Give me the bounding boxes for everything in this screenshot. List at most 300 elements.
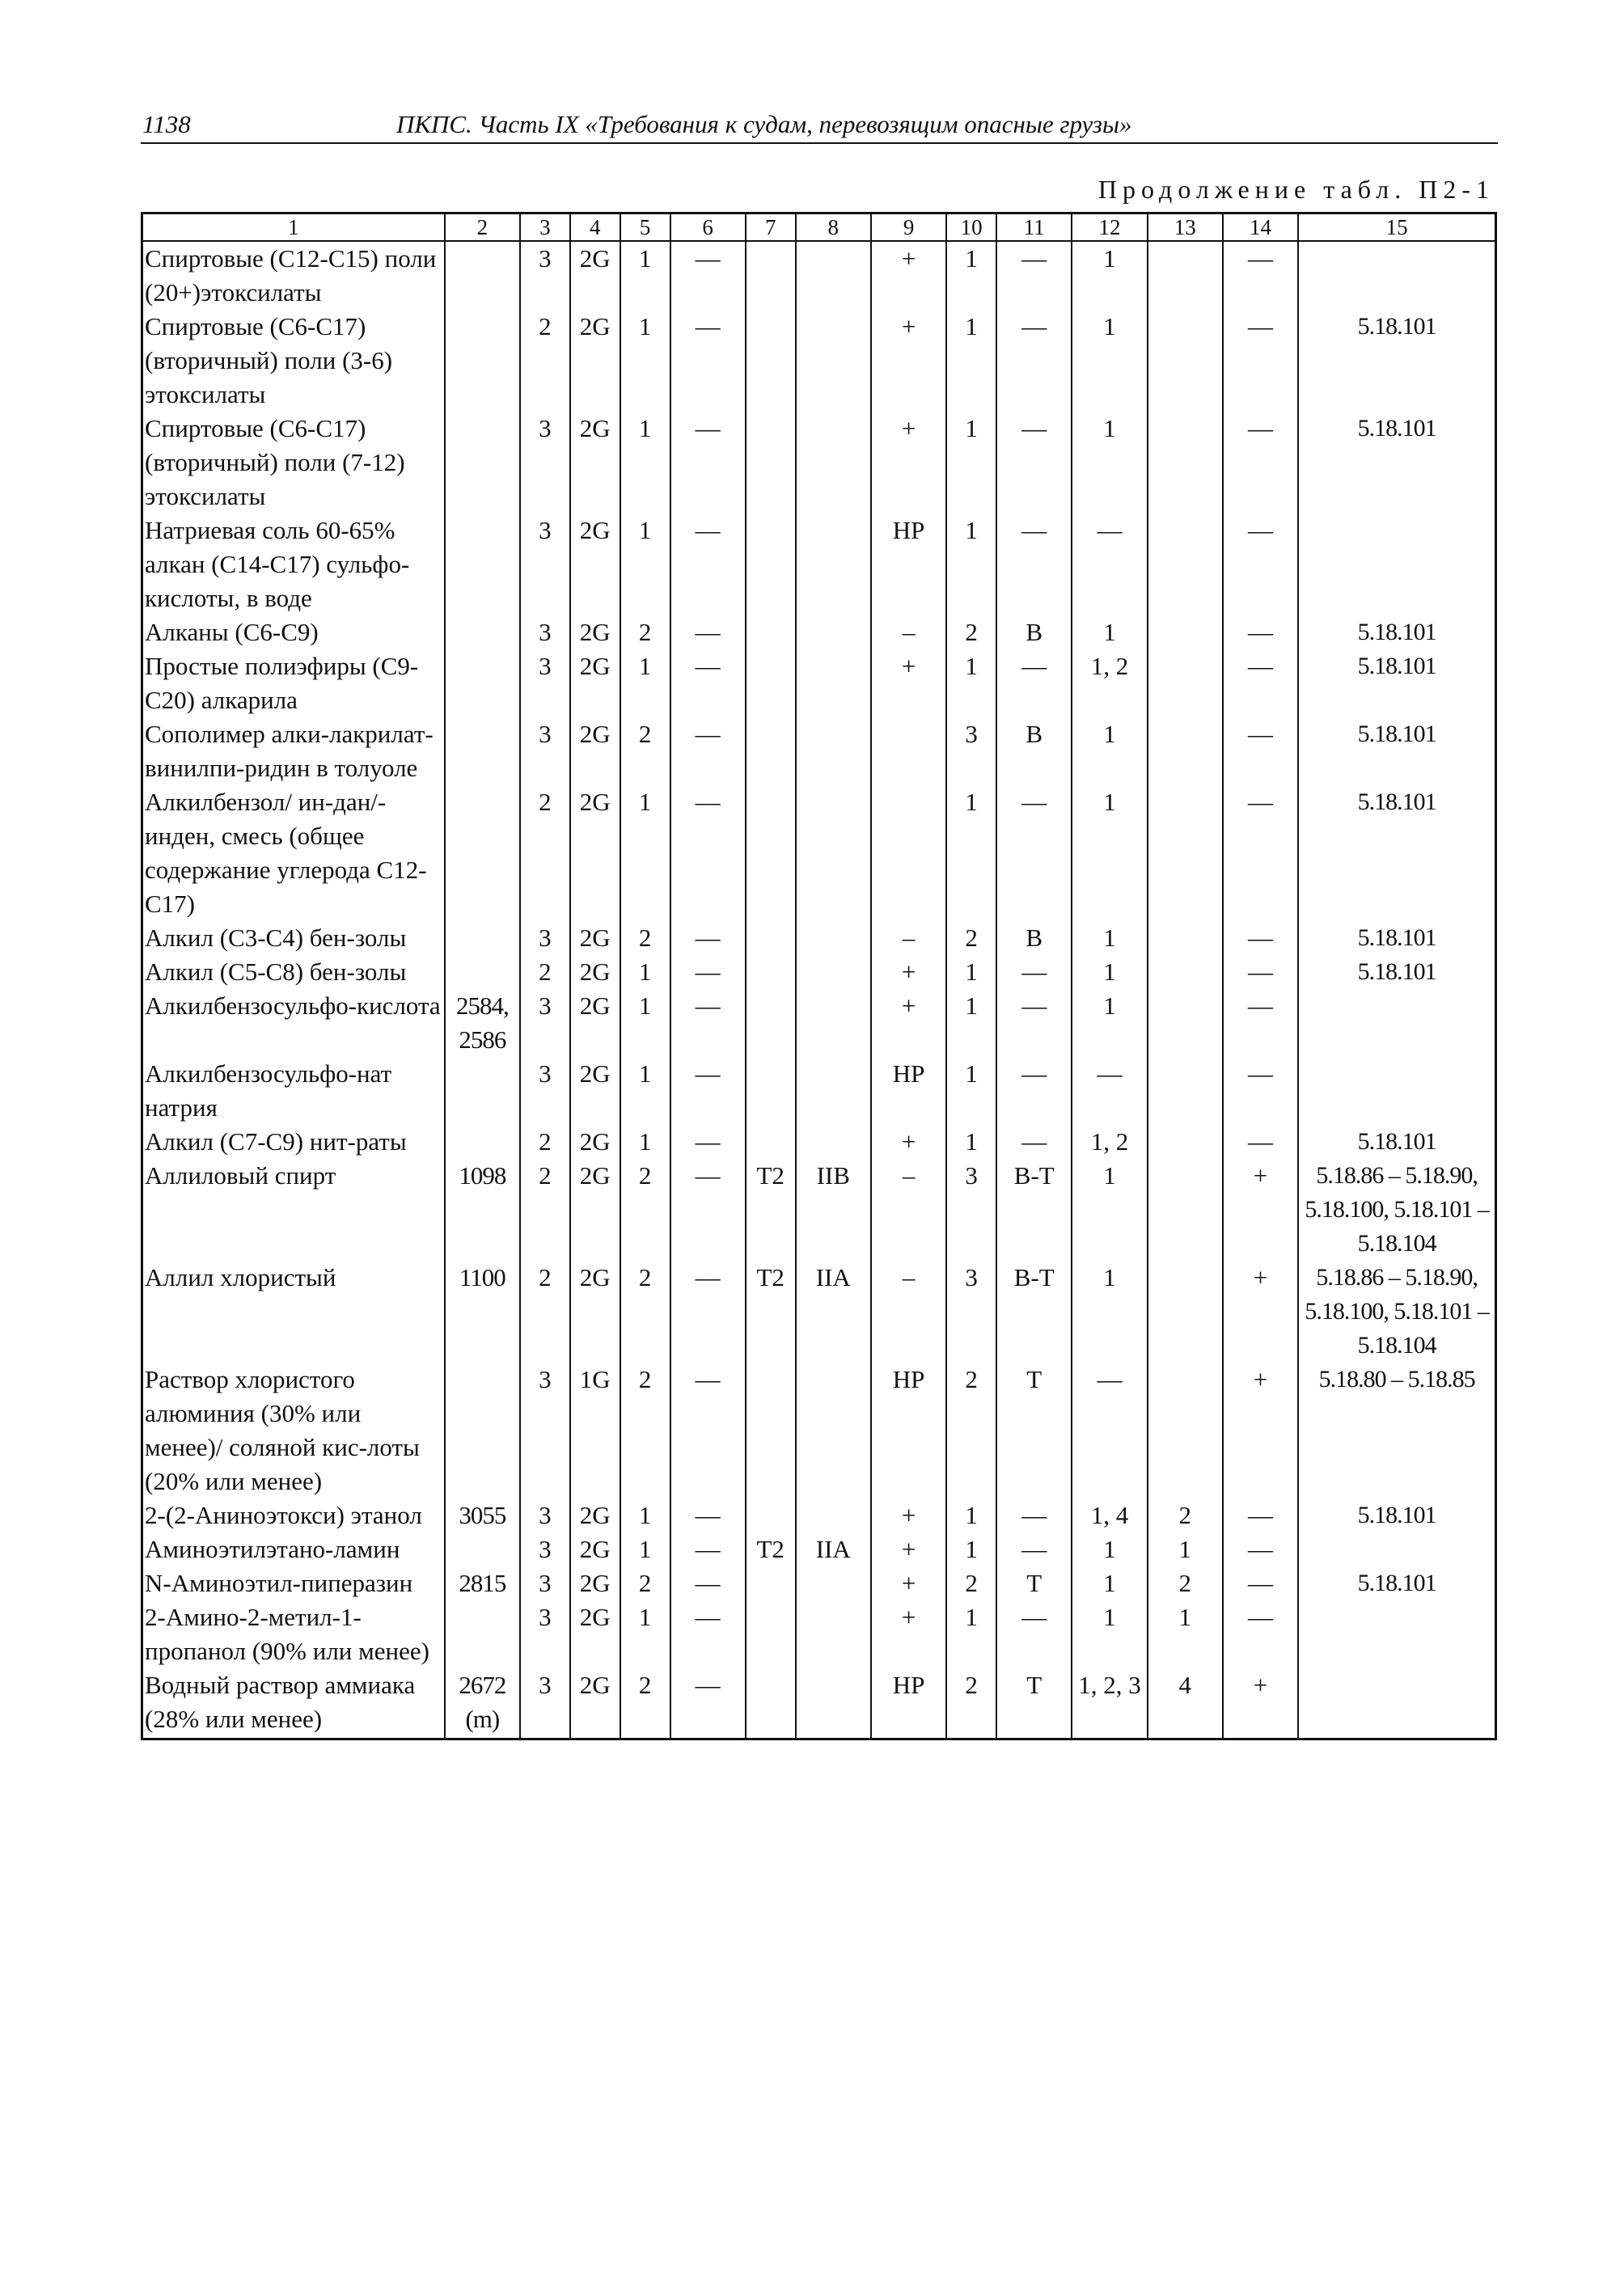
table-row (142, 1566, 1496, 1600)
table-cell-col4: 2G (570, 955, 620, 989)
table-cell-col13 (1148, 785, 1223, 921)
table-cell-col11: — (996, 310, 1072, 412)
table-cell-col2: 2815 (445, 1566, 520, 1600)
table-cell-col9: НР (871, 1668, 946, 1739)
table-row (142, 241, 1496, 310)
table-cell-col8 (796, 1668, 871, 1739)
table-cell-col13 (1148, 955, 1223, 989)
table-cell-col3: 3 (520, 1363, 570, 1498)
column-number-header: 13 (1148, 213, 1223, 242)
table-cell-col5: 1 (620, 785, 670, 921)
table-cell-col4: 2G (570, 310, 620, 412)
table-cell-col10: 2 (946, 615, 996, 649)
table-cell-col10: 1 (946, 1125, 996, 1159)
table-cell-col10: 1 (946, 955, 996, 989)
table-cell-col14: — (1223, 1566, 1298, 1600)
table-cell-col12: 1, 4 (1072, 1498, 1147, 1532)
table-cell-col11: — (996, 241, 1072, 310)
cargo-name-cell: Алкил (C3-C4) бен-золы (142, 921, 445, 955)
table-cell-col7: T2 (746, 1159, 796, 1261)
table-cell-col10: 1 (946, 1057, 996, 1125)
table-cell-col6: — (670, 1532, 746, 1566)
table-cell-col10: 1 (946, 785, 996, 921)
table-cell-col4: 2G (570, 785, 620, 921)
table-cell-col9: + (871, 241, 946, 310)
table-cell-col13: 2 (1148, 1566, 1223, 1600)
table-cell-col13 (1148, 412, 1223, 514)
table-row (142, 955, 1496, 989)
table-cell-col6: — (670, 989, 746, 1057)
column-number-header: 1 (142, 213, 445, 242)
table-cell-col10: 1 (946, 241, 996, 310)
table-cell-col7 (746, 649, 796, 717)
table-cell-col7 (746, 1363, 796, 1498)
table-cell-col14: — (1223, 1125, 1298, 1159)
table-cell-col6: — (670, 310, 746, 412)
table-cell-col3: 2 (520, 1159, 570, 1261)
table-row (142, 412, 1496, 514)
table-cell-col5: 1 (620, 1498, 670, 1532)
special-requirements-cell (1298, 514, 1495, 615)
table-cell-col2 (445, 785, 520, 921)
table-cell-col5: 1 (620, 241, 670, 310)
table-row (142, 989, 1496, 1057)
table-cell-col12: 1, 2 (1072, 1125, 1147, 1159)
table-cell-col5: 1 (620, 412, 670, 514)
cargo-name-cell: N-Аминоэтил-пиперазин (142, 1566, 445, 1600)
table-cell-col12: 1 (1072, 1600, 1147, 1668)
table-cell-col5: 2 (620, 1566, 670, 1600)
table-cell-col9: – (871, 1159, 946, 1261)
table-cell-col5: 1 (620, 955, 670, 989)
table-cell-col2: 1098 (445, 1159, 520, 1261)
table-cell-col3: 2 (520, 1261, 570, 1363)
table-cell-col7 (746, 241, 796, 310)
table-cell-col9: + (871, 310, 946, 412)
cargo-requirements-table (141, 212, 1497, 1740)
table-row (142, 1057, 1496, 1125)
table-cell-col7: T2 (746, 1261, 796, 1363)
table-cell-col4: 2G (570, 989, 620, 1057)
table-cell-col9: + (871, 1125, 946, 1159)
table-cell-col5: 2 (620, 1159, 670, 1261)
table-cell-col5: 2 (620, 615, 670, 649)
column-number-header: 8 (796, 213, 871, 242)
table-cell-col9: НР (871, 1057, 946, 1125)
table-cell-col14: + (1223, 1261, 1298, 1363)
column-number-header: 3 (520, 213, 570, 242)
cargo-name-cell: Натриевая соль 60-65% алкан (C14-C17) сульфо-кислоты, в воде (142, 514, 445, 615)
table-cell-col14: — (1223, 241, 1298, 310)
special-requirements-cell: 5.18.101 (1298, 921, 1495, 955)
table-cell-col13 (1148, 514, 1223, 615)
column-number-header: 15 (1298, 213, 1495, 242)
table-cell-col6: — (670, 1057, 746, 1125)
table-cell-col13 (1148, 649, 1223, 717)
cargo-name-cell: Раствор хлористого алюминия (30% или менее)/ соляной кис-лоты (20% или менее) (142, 1363, 445, 1498)
table-cell-col8 (796, 241, 871, 310)
table-cell-col11: В (996, 921, 1072, 955)
table-cell-col13 (1148, 615, 1223, 649)
table-cell-col12: 1 (1072, 921, 1147, 955)
table-cell-col13: 2 (1148, 1498, 1223, 1532)
table-cell-col4: 2G (570, 1261, 620, 1363)
cargo-name-cell: Алкилбензосульфо-кислота (142, 989, 445, 1057)
table-cell-col10: 3 (946, 1261, 996, 1363)
table-cell-col4: 2G (570, 412, 620, 514)
table-cell-col14: — (1223, 785, 1298, 921)
table-cell-col5: 2 (620, 717, 670, 785)
table-cell-col11: В-Т (996, 1159, 1072, 1261)
table-cell-col9: НР (871, 514, 946, 615)
table-cell-col4: 2G (570, 649, 620, 717)
table-cell-col12: 1, 2, 3 (1072, 1668, 1147, 1739)
table-cell-col6: — (670, 717, 746, 785)
table-cell-col3: 3 (520, 514, 570, 615)
table-cell-col10: 2 (946, 1363, 996, 1498)
table-cell-col5: 2 (620, 1261, 670, 1363)
table-cell-col3: 3 (520, 649, 570, 717)
table-cell-col3: 2 (520, 785, 570, 921)
table-cell-col2 (445, 615, 520, 649)
table-cell-col10: 1 (946, 1532, 996, 1566)
table-cell-col8 (796, 1125, 871, 1159)
table-cell-col10: 1 (946, 989, 996, 1057)
special-requirements-cell: 5.18.86 – 5.18.90, 5.18.100, 5.18.101 – 5.18.104 (1298, 1159, 1495, 1261)
table-row (142, 717, 1496, 785)
table-cell-col10: 1 (946, 1498, 996, 1532)
table-cell-col3: 3 (520, 412, 570, 514)
column-number-header: 14 (1223, 213, 1298, 242)
table-cell-col9 (871, 717, 946, 785)
special-requirements-cell (1298, 1600, 1495, 1668)
table-cell-col8 (796, 955, 871, 989)
table-cell-col13 (1148, 921, 1223, 955)
table-cell-col7 (746, 1566, 796, 1600)
table-cell-col2 (445, 1125, 520, 1159)
table-cell-col5: 1 (620, 1532, 670, 1566)
special-requirements-cell (1298, 1532, 1495, 1566)
table-cell-col8 (796, 615, 871, 649)
table-row (142, 1498, 1496, 1532)
table-cell-col12: — (1072, 1363, 1147, 1498)
table-cell-col2 (445, 955, 520, 989)
table-cell-col6: — (670, 1159, 746, 1261)
table-cell-col2: 2672 (m) (445, 1668, 520, 1739)
special-requirements-cell (1298, 241, 1495, 310)
special-requirements-cell: 5.18.101 (1298, 785, 1495, 921)
table-cell-col14: — (1223, 649, 1298, 717)
table-cell-col3: 3 (520, 989, 570, 1057)
table-cell-col6: — (670, 1498, 746, 1532)
table-cell-col11: — (996, 1600, 1072, 1668)
table-cell-col11: В (996, 615, 1072, 649)
cargo-name-cell: Аллиловый спирт (142, 1159, 445, 1261)
table-cell-col13 (1148, 1057, 1223, 1125)
table-cell-col2 (445, 241, 520, 310)
table-cell-col7 (746, 1600, 796, 1668)
table-cell-col14: — (1223, 412, 1298, 514)
special-requirements-cell (1298, 989, 1495, 1057)
table-cell-col2 (445, 921, 520, 955)
table-cell-col12: 1 (1072, 989, 1147, 1057)
table-cell-col10: 1 (946, 649, 996, 717)
table-cell-col14: — (1223, 1057, 1298, 1125)
cargo-name-cell: Алкилбензол/ ин-дан/-инден, смесь (общее содержание углерода C12-C17) (142, 785, 445, 921)
table-cell-col8 (796, 310, 871, 412)
table-cell-col3: 3 (520, 1668, 570, 1739)
table-cell-col3: 3 (520, 1566, 570, 1600)
table-cell-col8 (796, 717, 871, 785)
column-number-header: 4 (570, 213, 620, 242)
table-cell-col9: + (871, 1600, 946, 1668)
table-cell-col4: 2G (570, 514, 620, 615)
table-cell-col12: 1 (1072, 310, 1147, 412)
table-cell-col11: Т (996, 1668, 1072, 1739)
table-cell-col7 (746, 615, 796, 649)
cargo-name-cell: Спиртовые (C6-C17) (вторичный) поли (7-12) этоксилаты (142, 412, 445, 514)
table-cell-col10: 3 (946, 717, 996, 785)
table-cell-col12: 1 (1072, 1159, 1147, 1261)
table-cell-col12: 1 (1072, 241, 1147, 310)
table-cell-col13 (1148, 1159, 1223, 1261)
column-number-header: 9 (871, 213, 946, 242)
special-requirements-cell: 5.18.80 – 5.18.85 (1298, 1363, 1495, 1498)
column-number-header: 7 (746, 213, 796, 242)
table-cell-col7 (746, 921, 796, 955)
table-cell-col7 (746, 955, 796, 989)
table-cell-col10: 1 (946, 514, 996, 615)
cargo-name-cell: Алкил (C7-C9) нит-раты (142, 1125, 445, 1159)
table-cell-col7 (746, 412, 796, 514)
table-cell-col5: 1 (620, 514, 670, 615)
table-row (142, 1261, 1496, 1363)
table-cell-col12: 1 (1072, 785, 1147, 921)
table-cell-col14: — (1223, 717, 1298, 785)
table-cell-col6: — (670, 1566, 746, 1600)
table-cell-col7 (746, 717, 796, 785)
table-cell-col9 (871, 785, 946, 921)
table-row (142, 921, 1496, 955)
table-row (142, 1159, 1496, 1261)
table-cell-col11: В (996, 717, 1072, 785)
table-cell-col11: — (996, 1057, 1072, 1125)
table-cell-col8: IIВ (796, 1159, 871, 1261)
cargo-name-cell: 2-Амино-2-метил-1-пропанол (90% или менее) (142, 1600, 445, 1668)
table-cell-col7: T2 (746, 1532, 796, 1566)
table-cell-col8 (796, 1363, 871, 1498)
table-cell-col13 (1148, 1125, 1223, 1159)
special-requirements-cell (1298, 1057, 1495, 1125)
table-cell-col8 (796, 514, 871, 615)
table-cell-col8 (796, 785, 871, 921)
table-row (142, 1363, 1496, 1498)
table-cell-col2 (445, 412, 520, 514)
column-number-header: 12 (1072, 213, 1147, 242)
table-cell-col4: 2G (570, 1057, 620, 1125)
table-cell-col14: — (1223, 310, 1298, 412)
cargo-name-cell: Аминоэтилэтано-ламин (142, 1532, 445, 1566)
table-cell-col10: 1 (946, 310, 996, 412)
table-cell-col4: 2G (570, 1498, 620, 1532)
table-cell-col3: 3 (520, 1532, 570, 1566)
table-cell-col3: 2 (520, 955, 570, 989)
table-cell-col13: 4 (1148, 1668, 1223, 1739)
table-row (142, 649, 1496, 717)
table-row (142, 514, 1496, 615)
table-cell-col6: — (670, 1363, 746, 1498)
table-cell-col4: 2G (570, 1159, 620, 1261)
cargo-name-cell: Алканы (C6-C9) (142, 615, 445, 649)
column-number-header: 10 (946, 213, 996, 242)
table-cell-col6: — (670, 785, 746, 921)
table-cell-col13 (1148, 989, 1223, 1057)
cargo-name-cell: Спиртовые (C12-C15) поли (20+)этоксилаты (142, 241, 445, 310)
table-cell-col8 (796, 1057, 871, 1125)
special-requirements-cell: 5.18.101 (1298, 1498, 1495, 1532)
table-cell-col6: — (670, 1125, 746, 1159)
table-continuation-label: Продолжение табл. П2-1 (1097, 175, 1495, 204)
table-cell-col9: + (871, 955, 946, 989)
table-cell-col13 (1148, 310, 1223, 412)
table-cell-col9: + (871, 1532, 946, 1566)
table-cell-col6: — (670, 412, 746, 514)
table-cell-col13 (1148, 241, 1223, 310)
table-cell-col2 (445, 514, 520, 615)
cargo-name-cell: Простые полиэфиры (C9-C20) алкарила (142, 649, 445, 717)
column-number-header: 11 (996, 213, 1072, 242)
table-cell-col7 (746, 1057, 796, 1125)
table-cell-col10: 1 (946, 1600, 996, 1668)
table-cell-col2 (445, 717, 520, 785)
table-cell-col7 (746, 1668, 796, 1739)
special-requirements-cell: 5.18.101 (1298, 615, 1495, 649)
table-row (142, 310, 1496, 412)
table-cell-col2 (445, 1057, 520, 1125)
table-cell-col10: 2 (946, 1668, 996, 1739)
table-cell-col3: 3 (520, 1600, 570, 1668)
column-number-header: 6 (670, 213, 746, 242)
table-cell-col12: — (1072, 514, 1147, 615)
table-cell-col11: В-Т (996, 1261, 1072, 1363)
page-header (141, 105, 1498, 144)
special-requirements-cell: 5.18.101 (1298, 1125, 1495, 1159)
cargo-name-cell: Аллил хлористый (142, 1261, 445, 1363)
table-cell-col6: — (670, 1668, 746, 1739)
table-cell-col8 (796, 412, 871, 514)
running-title: ПКПС. Часть IX «Требования к судам, перевозящим опасные грузы» (396, 110, 1132, 138)
table-cell-col6: — (670, 1261, 746, 1363)
table-cell-col2 (445, 1532, 520, 1566)
table-cell-col2 (445, 1600, 520, 1668)
table-cell-col8 (796, 649, 871, 717)
table-cell-col5: 2 (620, 1668, 670, 1739)
table-cell-col3: 2 (520, 1125, 570, 1159)
table-cell-col4: 2G (570, 1532, 620, 1566)
table-cell-col13: 1 (1148, 1532, 1223, 1566)
cargo-name-cell: 2-(2-Аниноэтокси) этанол (142, 1498, 445, 1532)
table-cell-col3: 2 (520, 310, 570, 412)
table-cell-col12: 1 (1072, 615, 1147, 649)
column-number-header: 2 (445, 213, 520, 242)
table-cell-col7 (746, 785, 796, 921)
table-cell-col5: 1 (620, 310, 670, 412)
table-cell-col8: IIА (796, 1532, 871, 1566)
table-row (142, 1125, 1496, 1159)
table-cell-col4: 2G (570, 717, 620, 785)
table-cell-col13 (1148, 717, 1223, 785)
table-cell-col6: — (670, 615, 746, 649)
special-requirements-cell (1298, 1668, 1495, 1739)
table-cell-col6: — (670, 649, 746, 717)
table-cell-col11: — (996, 412, 1072, 514)
table-cell-col11: — (996, 1532, 1072, 1566)
table-cell-col5: 2 (620, 921, 670, 955)
cargo-name-cell: Алкилбензосульфо-нат натрия (142, 1057, 445, 1125)
table-cell-col6: — (670, 921, 746, 955)
table-cell-col3: 3 (520, 1498, 570, 1532)
table-cell-col12: 1 (1072, 1532, 1147, 1566)
table-cell-col2 (445, 649, 520, 717)
table-cell-col12: 1 (1072, 1566, 1147, 1600)
table-cell-col9: – (871, 1261, 946, 1363)
table-cell-col8: IIА (796, 1261, 871, 1363)
table-cell-col4: 1G (570, 1363, 620, 1498)
table-row (142, 615, 1496, 649)
table-cell-col4: 2G (570, 1668, 620, 1739)
table-cell-col8 (796, 989, 871, 1057)
table-cell-col5: 1 (620, 649, 670, 717)
table-cell-col14: + (1223, 1159, 1298, 1261)
table-cell-col12: — (1072, 1057, 1147, 1125)
special-requirements-cell: 5.18.101 (1298, 1566, 1495, 1600)
table-cell-col11: Т (996, 1363, 1072, 1498)
special-requirements-cell: 5.18.101 (1298, 310, 1495, 412)
table-cell-col11: — (996, 989, 1072, 1057)
table-cell-col12: 1 (1072, 1261, 1147, 1363)
table-cell-col6: — (670, 241, 746, 310)
table-cell-col8 (796, 1498, 871, 1532)
table-cell-col10: 2 (946, 1566, 996, 1600)
special-requirements-cell: 5.18.101 (1298, 717, 1495, 785)
table-cell-col9: НР (871, 1363, 946, 1498)
table-body (142, 241, 1496, 1739)
table-row (142, 1600, 1496, 1668)
table-cell-col7 (746, 514, 796, 615)
table-cell-col2: 1100 (445, 1261, 520, 1363)
table-cell-col4: 2G (570, 1600, 620, 1668)
table-cell-col5: 2 (620, 1363, 670, 1498)
table-cell-col12: 1 (1072, 412, 1147, 514)
special-requirements-cell: 5.18.101 (1298, 955, 1495, 989)
table-cell-col9: + (871, 1566, 946, 1600)
table-cell-col8 (796, 1600, 871, 1668)
table-cell-col14: — (1223, 1600, 1298, 1668)
table-cell-col14: — (1223, 1532, 1298, 1566)
table-cell-col11: — (996, 955, 1072, 989)
table-cell-col9: + (871, 1498, 946, 1532)
table-cell-col11: — (996, 514, 1072, 615)
table-cell-col5: 1 (620, 1125, 670, 1159)
table-cell-col6: — (670, 514, 746, 615)
table-row (142, 1532, 1496, 1566)
table-cell-col12: 1 (1072, 955, 1147, 989)
table-cell-col11: Т (996, 1566, 1072, 1600)
table-cell-col9: – (871, 615, 946, 649)
table-cell-col10: 1 (946, 412, 996, 514)
table-cell-col14: — (1223, 615, 1298, 649)
table-cell-col14: — (1223, 921, 1298, 955)
